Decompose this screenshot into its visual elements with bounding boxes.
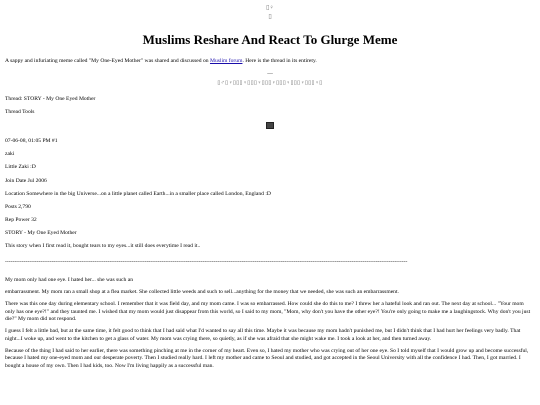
post-title: STORY - My One Eyed Mother — [5, 229, 77, 236]
post-user-title: Little Zaki :D — [5, 164, 36, 171]
top-symbol-icon: ▯♀ — [266, 5, 274, 11]
intro-text-before: A sappy and infuriating meme called "My One-Eyed Mother" was shared and discussed on — [5, 57, 210, 64]
share-icons-row[interactable]: ▯♂▯♀▯▯▯♀▯▯▯♀▯▯▯♀▯▯▯♀▯▯▯♀▯▯▯♀▯ — [217, 80, 323, 87]
image-thumbnail-icon — [266, 122, 274, 129]
story-body — [5, 277, 535, 370]
post-join-date: Join Date Jul 2006 — [5, 177, 47, 184]
thread-tools[interactable]: Thread Tools — [5, 108, 35, 115]
thread-title: Thread: STORY - My One Eyed Mother — [5, 95, 96, 102]
image-thumbnail-wrap — [5, 122, 535, 133]
page-title: Muslims Reshare And React To Glurge Meme — [142, 32, 398, 48]
short-divider: — — [267, 70, 273, 77]
post-location: Location Somewhere in the big Universe...on a little planet called Earth...in a smaller place called London, England :D — [5, 190, 271, 197]
intro-text-after: . Here is the thread in its entirety. — [242, 57, 317, 64]
post-lead: This story when I first read it, bought tears to my eyes...it still does everytime I read it.. — [5, 242, 201, 249]
intro-paragraph — [5, 58, 535, 66]
story-paragraph: I guess I felt a little bad, but at the same time, it felt good to think that I had said what I'd wanted to say all this time. Maybe it was because my mom hadn't punished me, but I didn't think that I had hurt her feelings very badly. That night...I woke up, and went to the kitchen to get a glass of water. My mom was crying there, so quietly, as if she was afraid that she might wake me. I took a look at her, and then turned away. — [5, 328, 521, 342]
post-date: 07-06-08, 01:05 PM #1 — [5, 138, 58, 145]
second-symbol-icon: ▯ — [268, 14, 272, 21]
post-rep-power: Rep Power 32 — [5, 216, 37, 223]
story-paragraph: Because of the thing I had said to her earlier, there was something pinching at me in the corner of my heart. Even so, I hated my mother who was crying out of her one eye. So I told myself that I would grow up and become successful, because I hated my one-eyed mom and our desperate poverty. Then I studied really hard. I left my mother and came to Seoul and studied, and got accepted in the Seoul University with all the confidence I had. Then, I got married. I bought a house of my own. Then I had kids, too. Now I'm living happily as a successful man. — [5, 347, 529, 369]
post-count: Posts 2,790 — [5, 203, 31, 210]
story-paragraph: My mom only had one eye. I hated her... she was such an — [5, 276, 134, 283]
story-paragraph: There was this one day during elementary school. I remember that it was field day, and my mom came. I was so embarrassed. How could she do this to me? I threw her a hateful look and ran out. The next day at school... "Your mom only has one eye?!" and they taunted me. I wished that my mom would just disappear from this world, so I said to my mom, "Mom, why don't you have the other eye?! You're only going to make me a laughingstock. Why don't you just die?" My mom did not respond. — [5, 300, 531, 323]
muslim-forum-link[interactable]: Muslim forum — [209, 57, 243, 64]
story-paragraph: embarrassment. My mom ran a small shop at a flea market. She collected little weeds and such to sell...anything for the money that we needed, she was such an embarrassment. — [5, 288, 399, 295]
post-username: zaki — [5, 151, 15, 158]
post-dash-divider: ------------------------------------------------------------------------------------------------------------------------------------------------------------------------------------------------------------------------ — [5, 259, 408, 266]
